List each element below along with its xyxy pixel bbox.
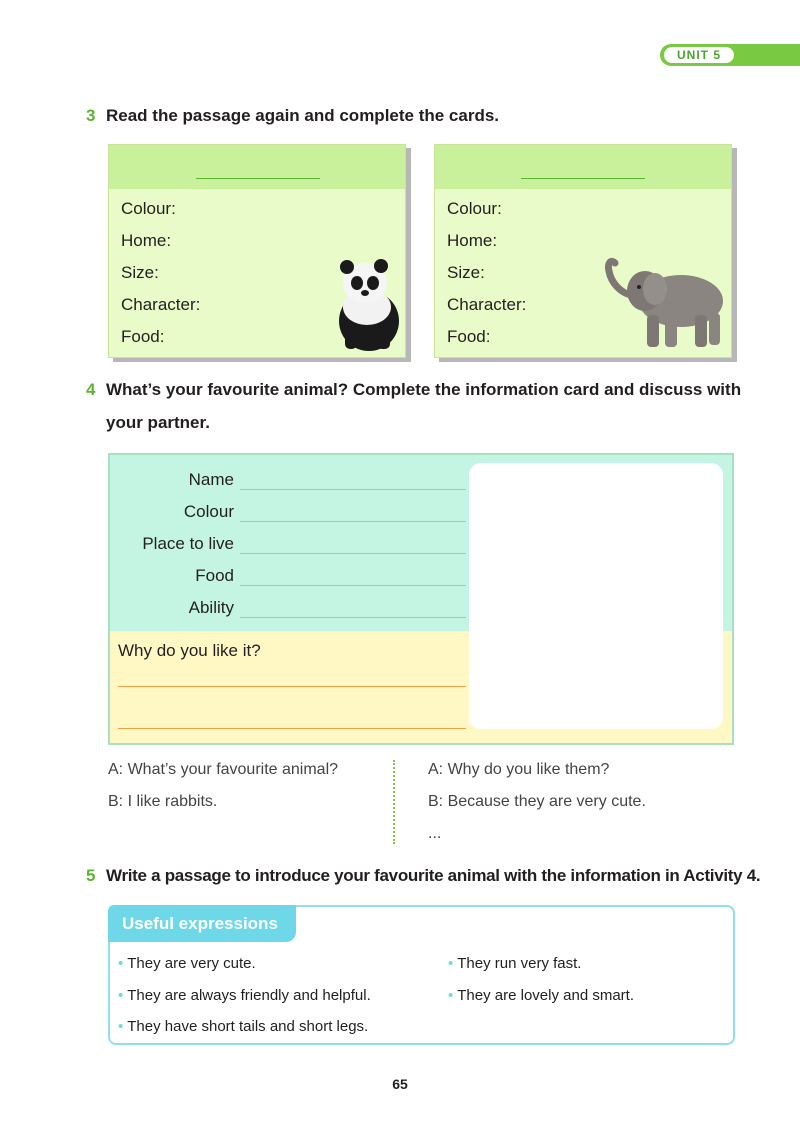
section-5-instruction: Write a passage to introduce your favourite animal with the information in Activity 4.	[106, 866, 761, 885]
expression-item: • They have short tails and short legs.	[118, 1018, 369, 1035]
why-answer-line[interactable]	[118, 728, 466, 729]
why-answer-line[interactable]	[118, 686, 466, 687]
elephant-image	[601, 253, 731, 351]
dialog-line: B: Because they are very cute.	[428, 793, 646, 810]
section-3-number: 3	[86, 106, 96, 125]
card-field: Colour:	[121, 199, 176, 218]
expression-item: • They run very fast.	[448, 955, 582, 972]
unit-label: UNIT 5	[664, 47, 734, 63]
expression-item: • They are always friendly and helpful.	[118, 987, 371, 1004]
why-prompt: Why do you like it?	[118, 641, 261, 660]
expression-item: • They are very cute.	[118, 955, 256, 972]
dialog-line: A: Why do you like them?	[428, 761, 610, 778]
food-blank[interactable]	[240, 585, 466, 586]
field-label-ability: Ability	[188, 598, 234, 617]
section-5-number: 5	[86, 866, 96, 885]
dialog-ellipsis: ...	[428, 825, 442, 842]
card-field: Size:	[121, 263, 159, 282]
section-4-number: 4	[86, 380, 96, 399]
card-header	[435, 145, 731, 189]
elephant-card	[434, 144, 732, 358]
card-title-blank[interactable]	[521, 178, 645, 179]
expression-item: • They are lovely and smart.	[448, 987, 635, 1004]
field-label-colour: Colour	[183, 502, 234, 521]
ability-blank[interactable]	[240, 617, 466, 618]
section-4-instruction-cont: your partner.	[106, 413, 210, 432]
card-field: Home:	[121, 231, 172, 250]
section-4-instruction: What’s your favourite animal? Complete the information card and discuss with	[106, 380, 742, 399]
card-field: Food:	[121, 327, 165, 346]
card-field: Colour:	[447, 199, 502, 218]
useful-expressions-title: Useful expressions	[108, 905, 296, 942]
page-number: 65	[392, 1076, 408, 1092]
card-title-blank[interactable]	[196, 178, 320, 179]
card-field: Home:	[447, 231, 498, 250]
card-field: Size:	[447, 263, 485, 282]
field-label-food: Food	[195, 566, 234, 585]
place-blank[interactable]	[240, 553, 466, 554]
dialog-divider	[393, 760, 395, 844]
card-field: Character:	[447, 295, 527, 314]
name-blank[interactable]	[240, 489, 466, 490]
picture-box[interactable]	[469, 463, 723, 729]
section-3-instruction: Read the passage again and complete the cards.	[106, 106, 500, 125]
panda-card	[108, 144, 406, 358]
field-label-place: Place to live	[142, 534, 234, 553]
dialog-line: A: What’s your favourite animal?	[108, 761, 339, 778]
card-field: Character:	[121, 295, 201, 314]
colour-blank[interactable]	[240, 521, 466, 522]
dialog-line: B: I like rabbits.	[108, 793, 218, 810]
field-label-name: Name	[188, 470, 234, 489]
panda-image	[327, 253, 407, 353]
card-field: Food:	[447, 327, 491, 346]
card-header	[109, 145, 405, 189]
